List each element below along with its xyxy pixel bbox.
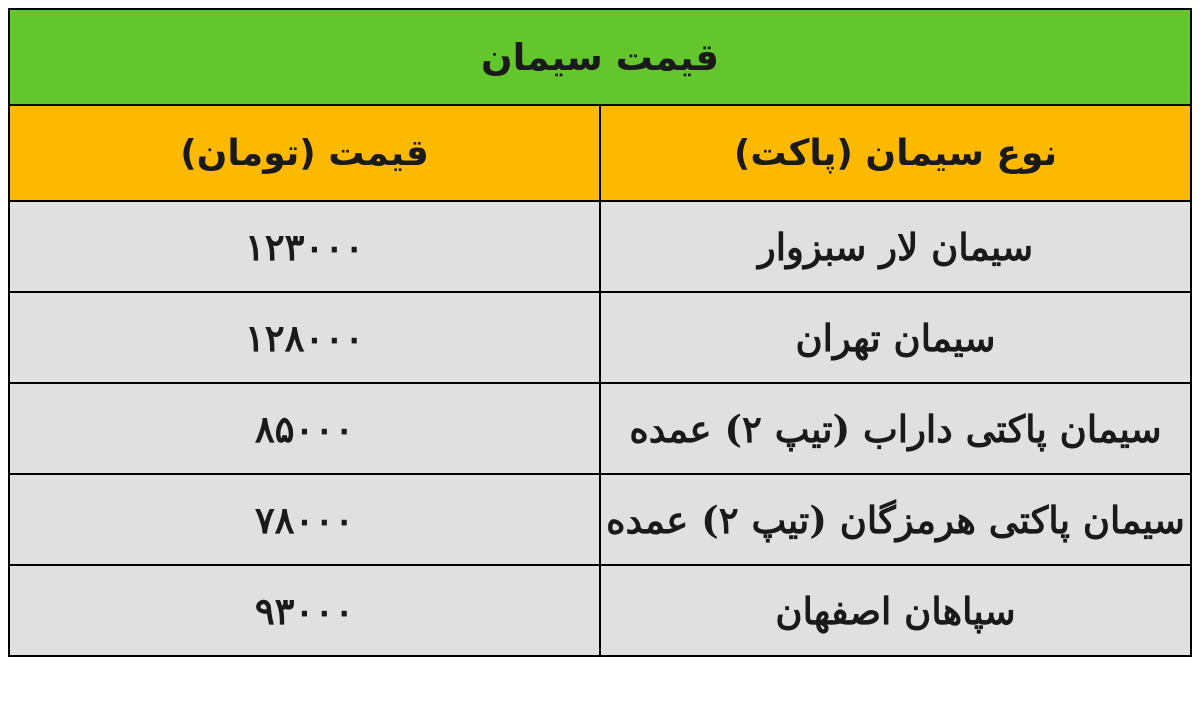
cell-price: ۷۸۰۰۰	[9, 474, 600, 565]
cell-cement-type: سیمان لار سبزوار	[600, 201, 1191, 292]
table-row	[9, 201, 1191, 292]
table-row	[9, 474, 1191, 565]
cell-cement-type: سپاهان اصفهان	[600, 565, 1191, 656]
column-header-cement-type: نوع سیمان (پاکت)	[600, 105, 1191, 201]
table-title: قیمت سیمان	[9, 9, 1191, 105]
cement-price-table	[8, 8, 1192, 657]
cell-price: ۹۳۰۰۰	[9, 565, 600, 656]
table-title-row	[9, 9, 1191, 105]
table-head	[9, 9, 1191, 201]
table-row	[9, 565, 1191, 656]
table-row	[9, 383, 1191, 474]
cell-price: ۸۵۰۰۰	[9, 383, 600, 474]
table-header-row	[9, 105, 1191, 201]
cell-price: ۱۲۸۰۰۰	[9, 292, 600, 383]
table-row	[9, 292, 1191, 383]
column-header-price: قیمت (تومان)	[9, 105, 600, 201]
cell-cement-type: سیمان تهران	[600, 292, 1191, 383]
table-body	[9, 201, 1191, 656]
cell-cement-type: سیمان پاکتی هرمزگان (تیپ ۲) عمده	[600, 474, 1191, 565]
cell-price: ۱۲۳۰۰۰	[9, 201, 600, 292]
cell-cement-type: سیمان پاکتی داراب (تیپ ۲) عمده	[600, 383, 1191, 474]
